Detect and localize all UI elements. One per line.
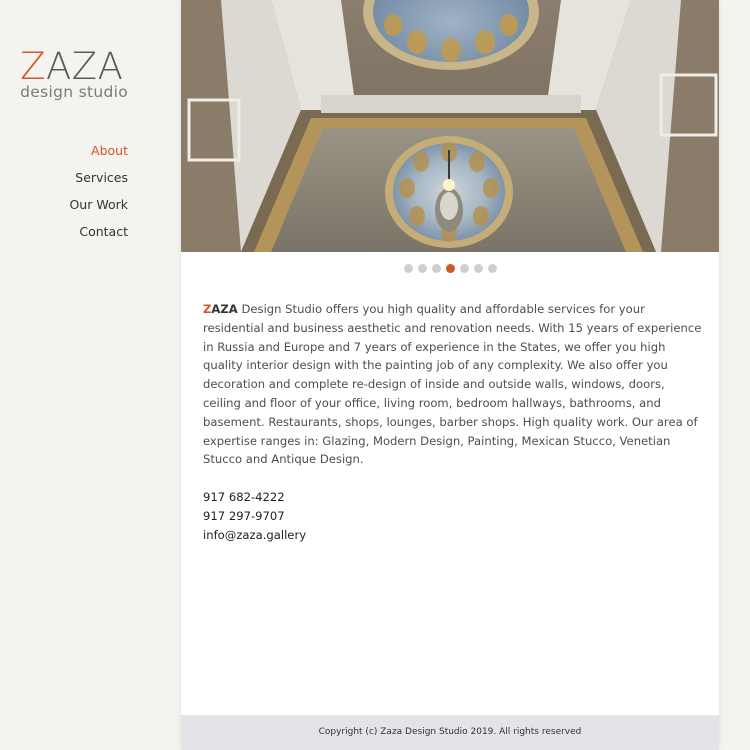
logo-subtitle: design studio [20, 83, 128, 101]
email-link[interactable]: info@zaza.gallery [203, 527, 307, 542]
slider-dot-active[interactable] [446, 264, 455, 273]
logo[interactable] [20, 45, 128, 101]
slider-dot[interactable] [418, 264, 427, 273]
hero-slide-image [181, 0, 719, 252]
logo-initial: Z [20, 45, 46, 88]
nav-item-contact[interactable]: Contact [79, 224, 128, 239]
phone-number-2[interactable]: 917 297-9707 [203, 508, 285, 523]
copyright-text: Copyright (c) Zaza Design Studio 2019. All rights reserved [318, 727, 582, 737]
slider-dot[interactable] [460, 264, 469, 273]
about-section [203, 300, 703, 545]
about-text: Design Studio offers you high quality and affordable services for your residential and business aesthetic and renovation needs. With 15 years of experience in Russia and Europe and 7 years of experience in the States, we offer you high quality interior design with the painting job of any complexity. We also offer you decoration and complete re-design of inside and outside walls, windows, doors, ceiling and floor of your office, living room, bedroom hallways, bathrooms, and basement. Restaurants, shops, lounges, barber shops. High quality work. Our area of expertise ranges in: Glazing, Modern Design, Painting, Mexican Stucco, Venetian Stucco and Antique Design. [203, 302, 702, 467]
sidebar [0, 0, 181, 750]
nav-item-our-work[interactable]: Our Work [69, 197, 128, 212]
contact-info [203, 488, 703, 544]
slider-dot[interactable] [488, 264, 497, 273]
main-content [181, 0, 719, 750]
brand-initial: Z [203, 302, 212, 316]
logo-name-rest: AZA [46, 45, 124, 88]
about-description [203, 300, 703, 469]
nav-item-services[interactable]: Services [75, 170, 128, 185]
footer [181, 715, 719, 750]
logo-title [20, 45, 128, 88]
nav-item-about[interactable]: About [91, 143, 128, 158]
slider-dot[interactable] [474, 264, 483, 273]
slider-dots [181, 264, 719, 273]
slider-dot[interactable] [432, 264, 441, 273]
slider-dot[interactable] [404, 264, 413, 273]
brand-rest: AZA [211, 302, 238, 316]
ceiling-photo [181, 0, 719, 252]
main-nav [69, 137, 128, 245]
brand-name [203, 302, 238, 316]
phone-number-1[interactable]: 917 682-4222 [203, 490, 285, 505]
